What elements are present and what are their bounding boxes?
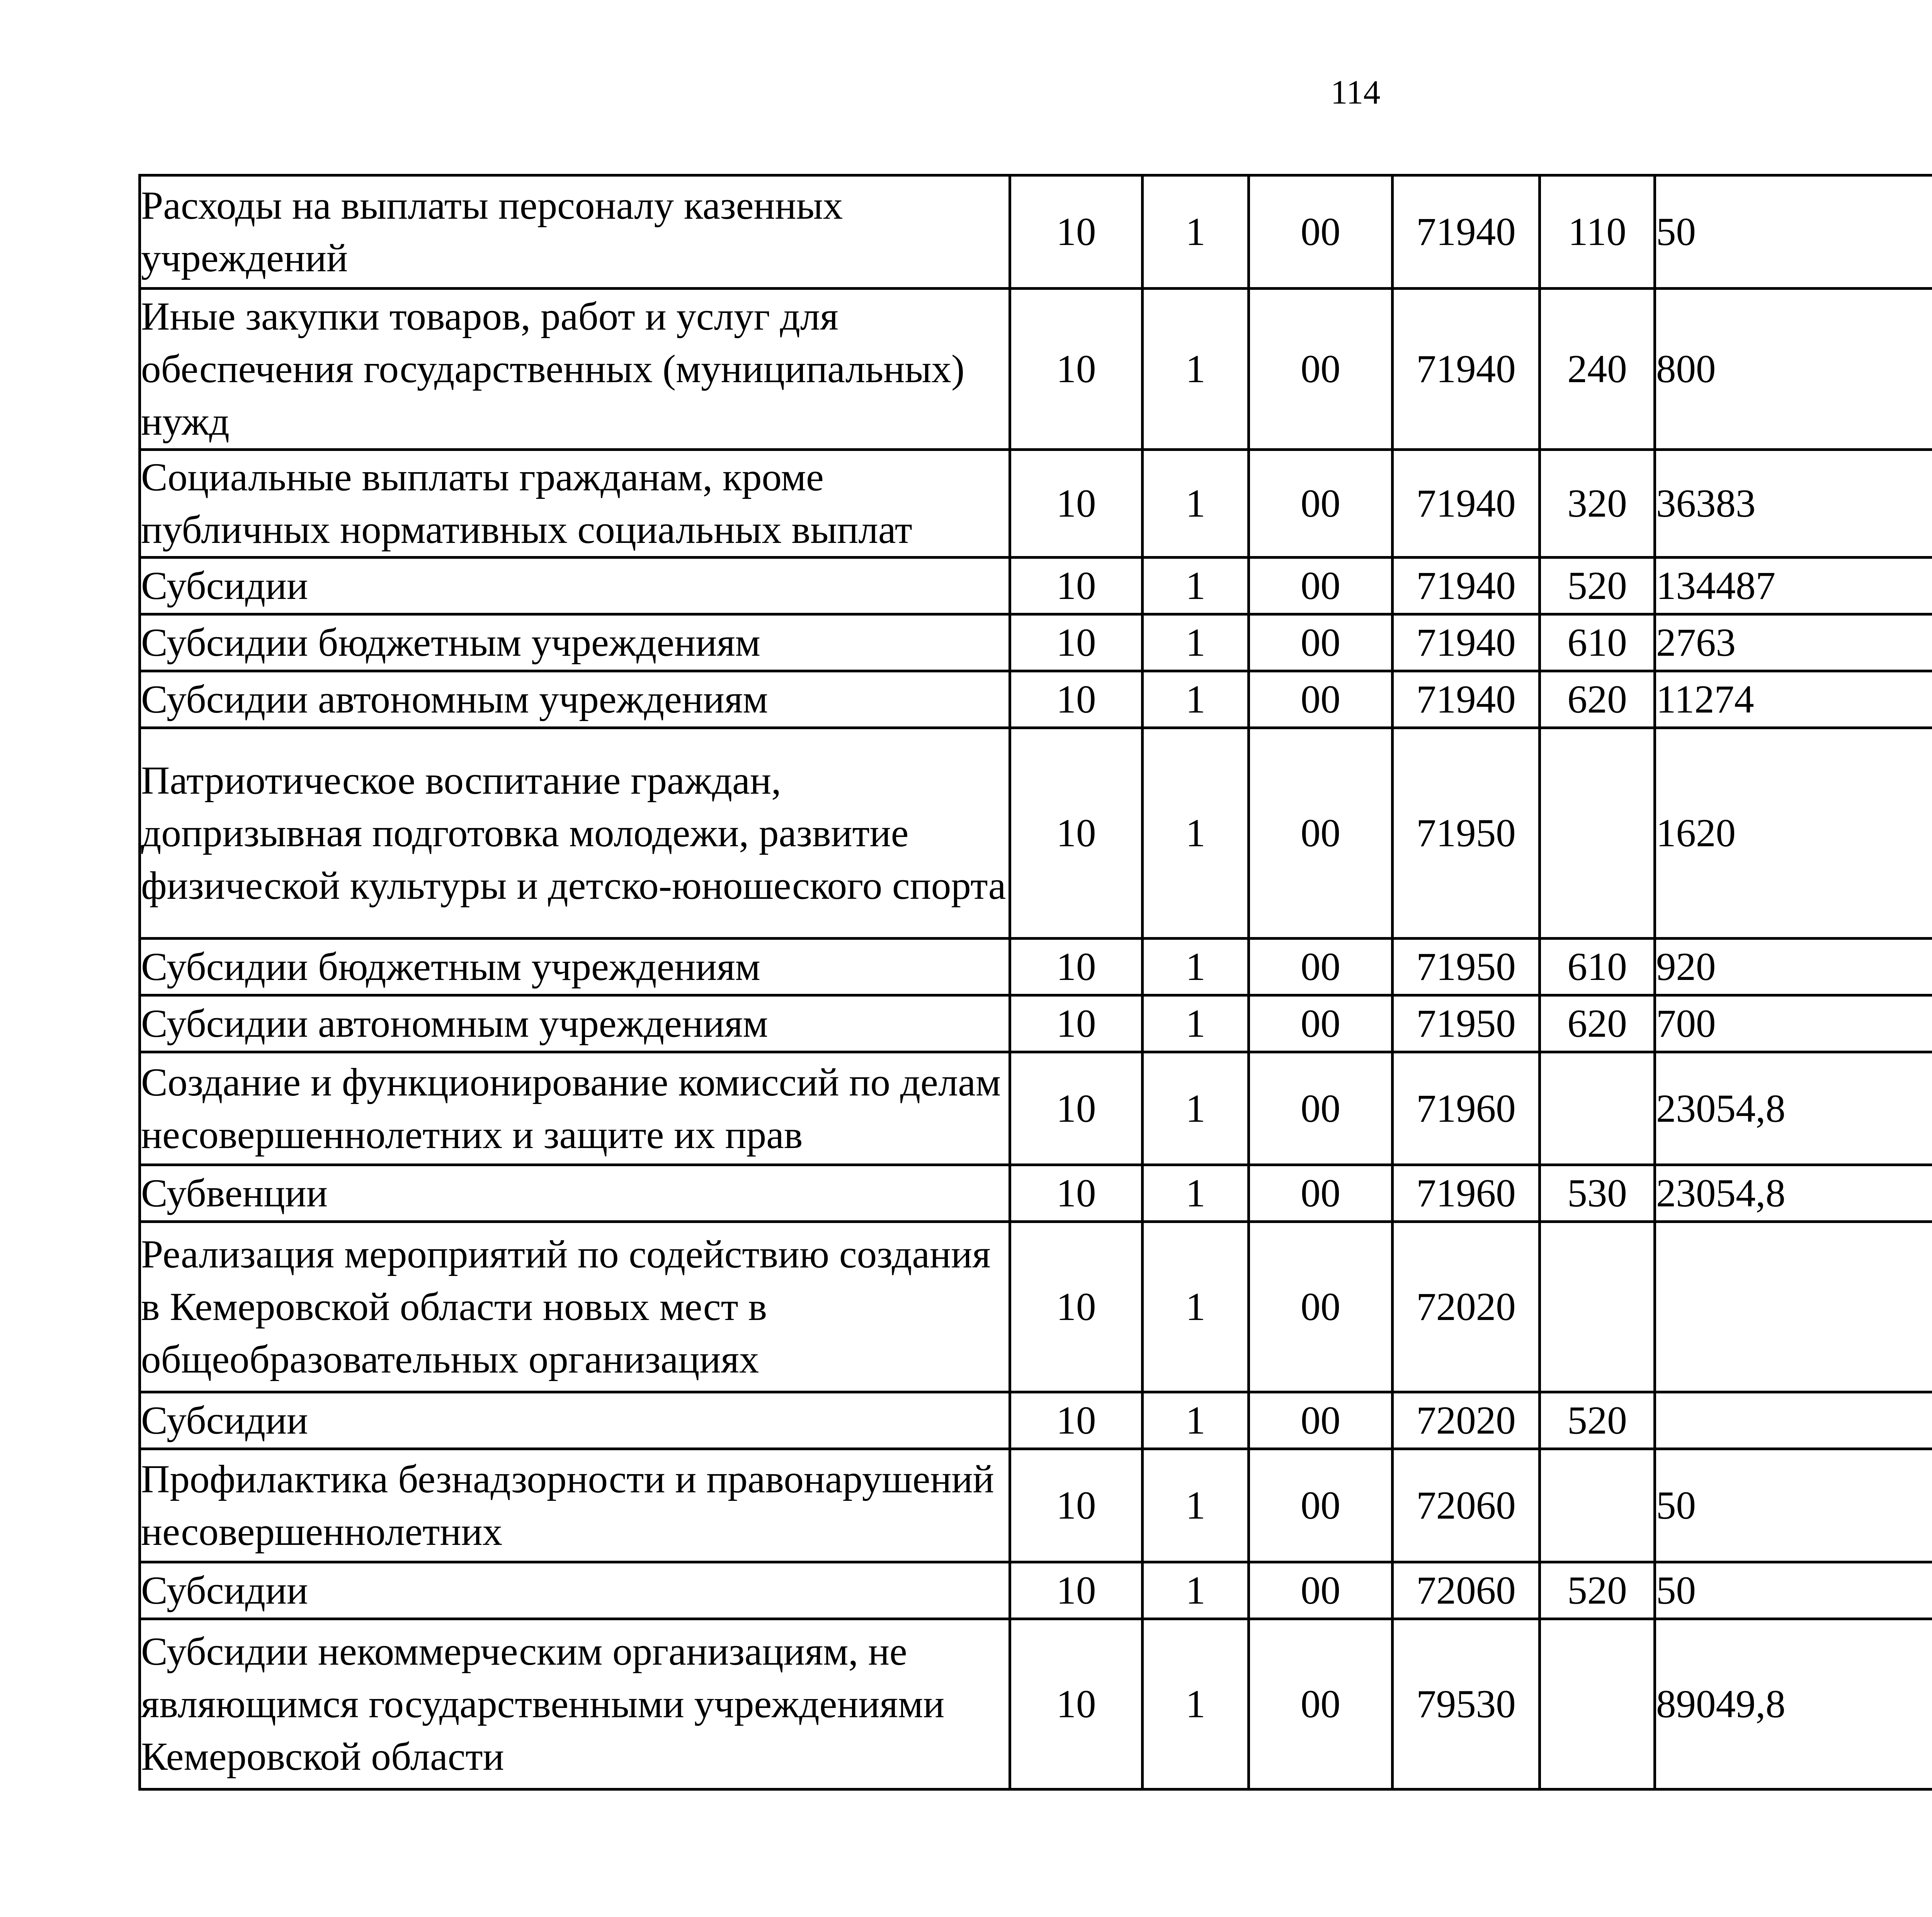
table-row: [140, 1222, 1932, 1392]
subprogram-code-cell: 00: [1249, 671, 1393, 728]
table-body: [140, 175, 1932, 1789]
subprogram-code-cell: 00: [1249, 1165, 1393, 1222]
table-row: [140, 1165, 1932, 1222]
subprogram-code-cell: 00: [1249, 728, 1393, 939]
program-code-cell: 1: [1143, 1619, 1249, 1789]
program-code-cell: 1: [1143, 175, 1249, 289]
direction-code-cell: 71940: [1393, 175, 1540, 289]
amount-year1-cell: 50: [1655, 1449, 1932, 1562]
row-name-cell: Субсидии некоммерческим организациям, не являющимся государственными учреждениями Кемеровской области: [140, 1619, 1010, 1789]
section-code-cell: 10: [1010, 614, 1143, 671]
expense-type-cell: 240: [1540, 289, 1655, 450]
direction-code-cell: 71940: [1393, 450, 1540, 558]
table-row: [140, 1619, 1932, 1789]
table-row: [140, 1392, 1932, 1449]
expense-type-cell: [1540, 1052, 1655, 1165]
expense-type-cell: 320: [1540, 450, 1655, 558]
section-code-cell: 10: [1010, 450, 1143, 558]
subprogram-code-cell: 00: [1249, 1562, 1393, 1619]
table-row: [140, 1562, 1932, 1619]
direction-code-cell: 71940: [1393, 614, 1540, 671]
direction-code-cell: 71950: [1393, 995, 1540, 1052]
program-code-cell: 1: [1143, 1449, 1249, 1562]
section-code-cell: 10: [1010, 289, 1143, 450]
amount-year1-cell: 50: [1655, 1562, 1932, 1619]
section-code-cell: 10: [1010, 995, 1143, 1052]
section-code-cell: 10: [1010, 1392, 1143, 1449]
direction-code-cell: 71960: [1393, 1165, 1540, 1222]
section-code-cell: 10: [1010, 1052, 1143, 1165]
direction-code-cell: 71960: [1393, 1052, 1540, 1165]
subprogram-code-cell: 00: [1249, 939, 1393, 995]
expense-type-cell: 620: [1540, 671, 1655, 728]
program-code-cell: 1: [1143, 1165, 1249, 1222]
program-code-cell: 1: [1143, 614, 1249, 671]
expense-type-cell: 530: [1540, 1165, 1655, 1222]
expense-type-cell: 610: [1540, 939, 1655, 995]
program-code-cell: 1: [1143, 1392, 1249, 1449]
table-row: [140, 671, 1932, 728]
expense-type-cell: 620: [1540, 995, 1655, 1052]
subprogram-code-cell: 00: [1249, 1222, 1393, 1392]
direction-code-cell: 71940: [1393, 671, 1540, 728]
direction-code-cell: 72060: [1393, 1449, 1540, 1562]
program-code-cell: 1: [1143, 671, 1249, 728]
subprogram-code-cell: 00: [1249, 558, 1393, 614]
subprogram-code-cell: 00: [1249, 450, 1393, 558]
row-name-cell: Субсидии: [140, 558, 1010, 614]
expense-type-cell: 610: [1540, 614, 1655, 671]
table-row: [140, 995, 1932, 1052]
amount-year1-cell: [1655, 1392, 1932, 1449]
amount-year1-cell: [1655, 1222, 1932, 1392]
direction-code-cell: 72020: [1393, 1392, 1540, 1449]
subprogram-code-cell: 00: [1249, 614, 1393, 671]
amount-year1-cell: 1620: [1655, 728, 1932, 939]
subprogram-code-cell: 00: [1249, 995, 1393, 1052]
section-code-cell: 10: [1010, 1562, 1143, 1619]
direction-code-cell: 72060: [1393, 1562, 1540, 1619]
row-name-cell: Создание и функционирование комиссий по делам несовершеннолетних и защите их прав: [140, 1052, 1010, 1165]
section-code-cell: 10: [1010, 939, 1143, 995]
budget-table: [138, 174, 1932, 1791]
amount-year1-cell: 11274: [1655, 671, 1932, 728]
page-number: 114: [1330, 74, 1381, 111]
expense-type-cell: 110: [1540, 175, 1655, 289]
direction-code-cell: 71940: [1393, 289, 1540, 450]
table-row: [140, 939, 1932, 995]
section-code-cell: 10: [1010, 1449, 1143, 1562]
program-code-cell: 1: [1143, 450, 1249, 558]
expense-type-cell: 520: [1540, 558, 1655, 614]
program-code-cell: 1: [1143, 728, 1249, 939]
amount-year1-cell: 2763: [1655, 614, 1932, 671]
row-name-cell: Патриотическое воспитание граждан, допризывная подготовка молодежи, развитие физической культуры и детско-юношеского спорта: [140, 728, 1010, 939]
amount-year1-cell: 920: [1655, 939, 1932, 995]
direction-code-cell: 71940: [1393, 558, 1540, 614]
subprogram-code-cell: 00: [1249, 1449, 1393, 1562]
amount-year1-cell: 36383: [1655, 450, 1932, 558]
table-row: [140, 614, 1932, 671]
amount-year1-cell: 50: [1655, 175, 1932, 289]
section-code-cell: 10: [1010, 175, 1143, 289]
program-code-cell: 1: [1143, 939, 1249, 995]
expense-type-cell: [1540, 1619, 1655, 1789]
amount-year1-cell: 23054,8: [1655, 1165, 1932, 1222]
direction-code-cell: 79530: [1393, 1619, 1540, 1789]
expense-type-cell: 520: [1540, 1562, 1655, 1619]
direction-code-cell: 72020: [1393, 1222, 1540, 1392]
direction-code-cell: 71950: [1393, 728, 1540, 939]
row-name-cell: Субсидии: [140, 1562, 1010, 1619]
program-code-cell: 1: [1143, 558, 1249, 614]
subprogram-code-cell: 00: [1249, 289, 1393, 450]
row-name-cell: Субсидии автономным учреждениям: [140, 671, 1010, 728]
table-row: [140, 558, 1932, 614]
row-name-cell: Субсидии автономным учреждениям: [140, 995, 1010, 1052]
program-code-cell: 1: [1143, 1222, 1249, 1392]
expense-type-cell: [1540, 1222, 1655, 1392]
subprogram-code-cell: 00: [1249, 1392, 1393, 1449]
section-code-cell: 10: [1010, 728, 1143, 939]
row-name-cell: Профилактика безнадзорности и правонарушений несовершеннолетних: [140, 1449, 1010, 1562]
section-code-cell: 10: [1010, 1165, 1143, 1222]
subprogram-code-cell: 00: [1249, 1619, 1393, 1789]
subprogram-code-cell: 00: [1249, 1052, 1393, 1165]
program-code-cell: 1: [1143, 1562, 1249, 1619]
section-code-cell: 10: [1010, 1619, 1143, 1789]
amount-year1-cell: 800: [1655, 289, 1932, 450]
program-code-cell: 1: [1143, 1052, 1249, 1165]
table-row: [140, 1052, 1932, 1165]
expense-type-cell: [1540, 728, 1655, 939]
table-row: [140, 175, 1932, 289]
row-name-cell: Расходы на выплаты персоналу казенных учреждений: [140, 175, 1010, 289]
subprogram-code-cell: 00: [1249, 175, 1393, 289]
row-name-cell: Субсидии бюджетным учреждениям: [140, 614, 1010, 671]
row-name-cell: Иные закупки товаров, работ и услуг для обеспечения государственных (муниципальных) нужд: [140, 289, 1010, 450]
amount-year1-cell: 23054,8: [1655, 1052, 1932, 1165]
section-code-cell: 10: [1010, 671, 1143, 728]
row-name-cell: Реализация мероприятий по содействию создания в Кемеровской области новых мест в общеобразовательных организациях: [140, 1222, 1010, 1392]
table-row: [140, 1449, 1932, 1562]
expense-type-cell: [1540, 1449, 1655, 1562]
table-row: [140, 450, 1932, 558]
row-name-cell: Социальные выплаты гражданам, кроме публичных нормативных социальных выплат: [140, 450, 1010, 558]
amount-year1-cell: 700: [1655, 995, 1932, 1052]
amount-year1-cell: 134487: [1655, 558, 1932, 614]
row-name-cell: Субсидии: [140, 1392, 1010, 1449]
table-row: [140, 289, 1932, 450]
row-name-cell: Субсидии бюджетным учреждениям: [140, 939, 1010, 995]
program-code-cell: 1: [1143, 995, 1249, 1052]
direction-code-cell: 71950: [1393, 939, 1540, 995]
program-code-cell: 1: [1143, 289, 1249, 450]
amount-year1-cell: 89049,8: [1655, 1619, 1932, 1789]
table-row: [140, 728, 1932, 939]
expense-type-cell: 520: [1540, 1392, 1655, 1449]
row-name-cell: Субвенции: [140, 1165, 1010, 1222]
section-code-cell: 10: [1010, 558, 1143, 614]
section-code-cell: 10: [1010, 1222, 1143, 1392]
